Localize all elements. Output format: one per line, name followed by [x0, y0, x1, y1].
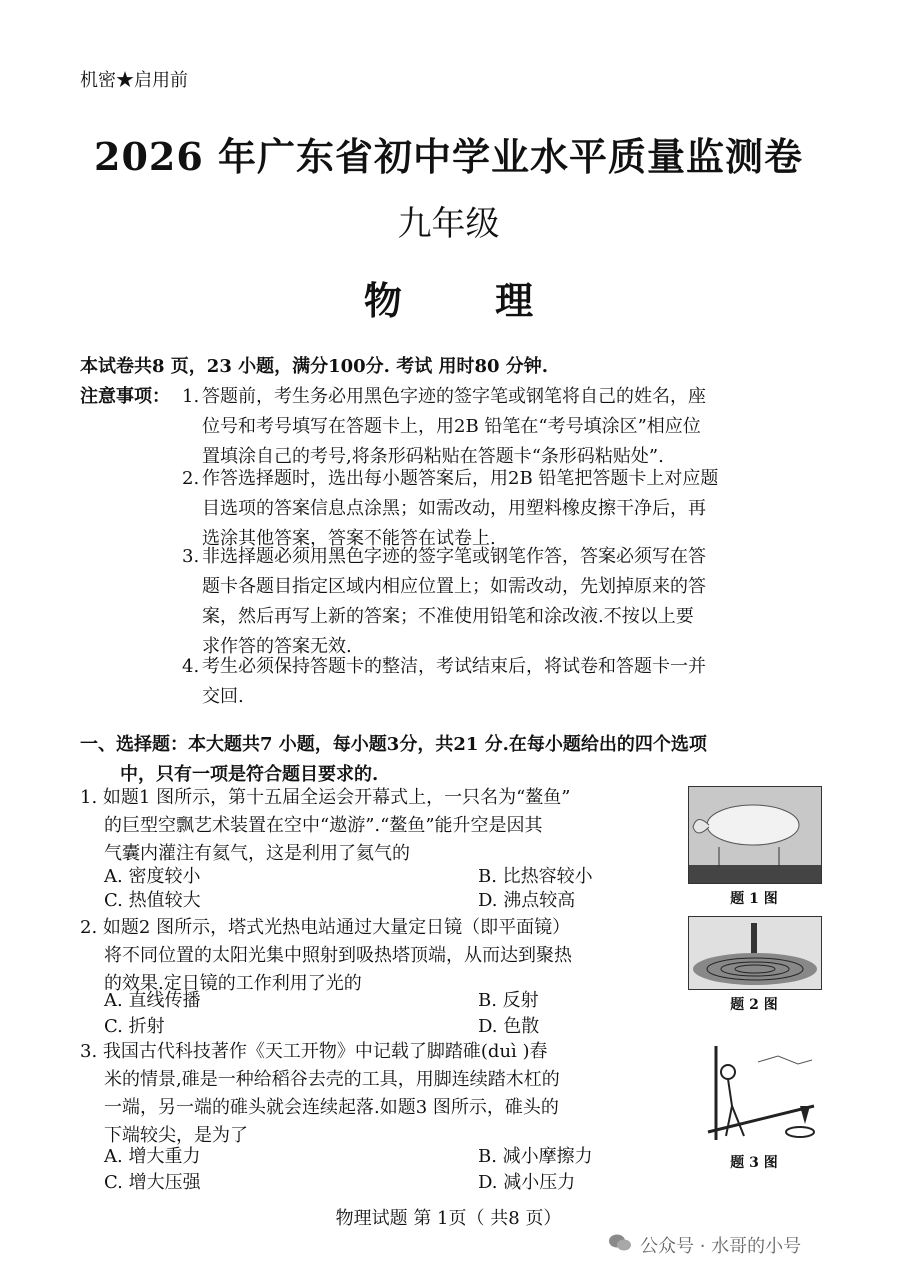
question-line: 将不同位置的太阳光集中照射到吸热塔顶端，从而达到聚热: [104, 945, 572, 966]
option-d: D. 色散: [478, 1016, 540, 1037]
question-2: [80, 914, 572, 998]
figure-1-image: [688, 786, 822, 884]
exam-summary: 本试卷共8 页，23 小题，满分100分. 考试 用时80 分钟.: [80, 356, 549, 377]
confidential-label: 机密★启用前: [80, 70, 188, 91]
option-b: B. 反射: [478, 990, 539, 1011]
section-heading-line: 一、选择题：本大题共7 小题，每小题3分，共21 分.在每小题给出的四个选项: [80, 734, 707, 755]
option-a: A. 增大重力: [104, 1146, 201, 1167]
notice-number: 3.: [182, 546, 200, 567]
section-heading: [80, 730, 707, 790]
notice-line: 交回.: [202, 686, 244, 707]
notice-line: 位号和考号填写在答题卡上，用2B 铅笔在“考号填涂区”相应位: [202, 416, 701, 437]
notice-line: 求作答的答案无效.: [202, 636, 352, 657]
question-line: 下端较尖，是为了: [104, 1125, 248, 1146]
question-line: 气囊内灌注有氦气，这是利用了氦气的: [104, 843, 410, 864]
notice-label: 注意事项：: [80, 386, 170, 407]
question-line: 的巨型空飘艺术装置在空中“遨游”.“鳌鱼”能升空是因其: [104, 815, 543, 836]
figure-3-caption: 题 3 图: [730, 1155, 778, 1171]
notice-line: 作答选择题时，选出每小题答案后，用2B 铅笔把答题卡上对应题: [202, 468, 719, 489]
figure-3-image: [688, 1042, 820, 1146]
option-a: A. 直线传播: [104, 990, 201, 1011]
watermark: [608, 1232, 801, 1258]
option-a: A. 密度较小: [104, 866, 201, 887]
option-c: C. 热值较大: [104, 890, 201, 911]
option-d: D. 沸点较高: [478, 890, 576, 911]
page-footer: 物理试题 第 1页（ 共8 页）: [335, 1208, 562, 1229]
figure-1-caption: 题 1 图: [730, 891, 778, 907]
option-c: C. 增大压强: [104, 1172, 201, 1193]
figure-2-image: [688, 916, 822, 990]
notice-line: 案，然后再写上新的答案；不准使用铅笔和涂改液.不按以上要: [202, 606, 694, 627]
option-c: C. 折射: [104, 1016, 165, 1037]
wechat-icon: [608, 1233, 632, 1258]
notice-line: 题卡各题目指定区域内相应位置上；如需改动，先划掉原来的答: [202, 576, 706, 597]
option-b: B. 减小摩擦力: [478, 1146, 593, 1167]
question-line: 米的情景,碓是一种给稻谷去壳的工具，用脚连续踏木杠的: [104, 1069, 560, 1090]
notice-line: 选涂其他答案，答案不能答在试卷上.: [202, 528, 496, 549]
option-d: D. 减小压力: [478, 1172, 576, 1193]
notice-line: 考生必须保持答题卡的整洁，考试结束后，将试卷和答题卡一并: [202, 656, 706, 677]
question-line: 的效果.定日镜的工作利用了光的: [104, 973, 362, 994]
exam-title: 2026 年广东省初中学业水平质量监测卷: [94, 134, 803, 179]
question-line: 1. 如题1 图所示，第十五届全运会开幕式上，一只名为“鳌鱼”: [80, 787, 571, 808]
notice-line: 目选项的答案信息点涂黑；如需改动，用塑料橡皮擦干净后，再: [202, 498, 706, 519]
watermark-text: 公众号 · 水哥的小号: [640, 1236, 802, 1257]
notice-line: 非选择题必须用黑色字迹的签字笔或钢笔作答，答案必须写在答: [202, 546, 706, 567]
figure-2-caption: 题 2 图: [730, 997, 778, 1013]
grade-label: 九年级: [397, 204, 500, 244]
question-line: 2. 如题2 图所示，塔式光热电站通过大量定日镜（即平面镜）: [80, 917, 571, 938]
option-b: B. 比热容较小: [478, 866, 593, 887]
notice-line: 置填涂自己的考号,将条形码粘贴在答题卡“条形码粘贴处”.: [202, 446, 664, 467]
subject-title: 物 理: [363, 278, 574, 323]
question-3: [80, 1038, 560, 1150]
notice-line: 答题前，考生务必用黑色字迹的签字笔或钢笔将自己的姓名，座: [202, 386, 706, 407]
section-heading-line: 中，只有一项是符合题目要求的.: [120, 764, 379, 785]
notice-number: 4.: [182, 656, 200, 677]
question-1: [80, 784, 570, 868]
question-line: 一端，另一端的碓头就会连续起落.如题3 图所示，碓头的: [104, 1097, 559, 1118]
notice-number: 2.: [182, 468, 200, 489]
question-line: 3. 我国古代科技著作《天工开物》中记载了脚踏碓(duì )舂: [80, 1041, 548, 1062]
notice-number: 1.: [182, 386, 200, 407]
